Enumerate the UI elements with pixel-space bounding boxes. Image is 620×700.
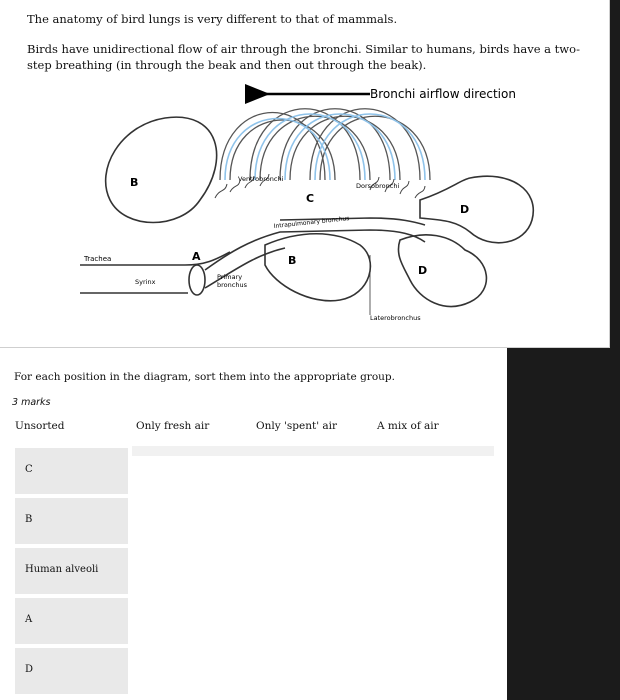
label-dorsobronchi: Dorsobronchi	[356, 182, 400, 190]
label-trachea: Trachea	[84, 255, 112, 263]
intro-text-1: The anatomy of bird lungs is very different to that of mammals.	[27, 12, 398, 26]
drop-zone[interactable]	[132, 446, 494, 456]
label-primary-1: Primary	[217, 273, 243, 281]
anterior-air-sac	[106, 117, 217, 222]
label-intrapulmonary: Intrapulmonary bronchus	[273, 215, 350, 230]
column-spent-air: Only 'spent' air	[256, 420, 338, 432]
column-fresh-air: Only fresh air	[136, 420, 210, 432]
column-unsorted: Unsorted	[15, 420, 65, 432]
label-laterobronchus: Laterobronchus	[370, 314, 421, 322]
syrinx	[189, 265, 205, 295]
lower-air-sac	[265, 234, 370, 301]
sort-card-c[interactable]: C	[15, 448, 128, 494]
dark-panel-right	[507, 348, 620, 700]
sort-card-a[interactable]: A	[15, 598, 128, 644]
label-c: C	[306, 192, 315, 205]
question-instruction: For each position in the diagram, sort them into the appropriate group.	[14, 371, 395, 383]
label-upper-d: D	[460, 203, 470, 216]
label-lower-b: B	[288, 254, 297, 267]
dark-panel-top	[610, 0, 620, 348]
posterior-air-sac-lower	[398, 235, 486, 307]
sort-card-human-alveoli[interactable]: Human alveoli	[15, 548, 128, 594]
airflow-label: Bronchi airflow direction	[370, 87, 516, 101]
label-primary-2: bronchus	[217, 281, 247, 289]
label-upper-b: B	[130, 176, 139, 189]
posterior-air-sac-upper	[420, 176, 533, 243]
column-mix-air: A mix of air	[377, 420, 439, 432]
bird-lung-diagram	[70, 80, 550, 340]
marks-label: 3 marks	[12, 397, 51, 408]
label-syrinx: Syrinx	[135, 278, 156, 286]
intro-text-2: Birds have unidirectional flow of air through the bronchi. Similar to humans, birds have a two-step breathing (in through the beak and then out through the beak).	[27, 42, 580, 72]
sort-card-d[interactable]: D	[15, 648, 128, 694]
label-lower-d: D	[418, 264, 428, 277]
sort-card-b[interactable]: B	[15, 498, 128, 544]
parabronchi-arcs	[220, 109, 430, 180]
label-ventrobronchi: Ventrobronchi	[238, 175, 284, 183]
label-a: A	[192, 250, 201, 263]
